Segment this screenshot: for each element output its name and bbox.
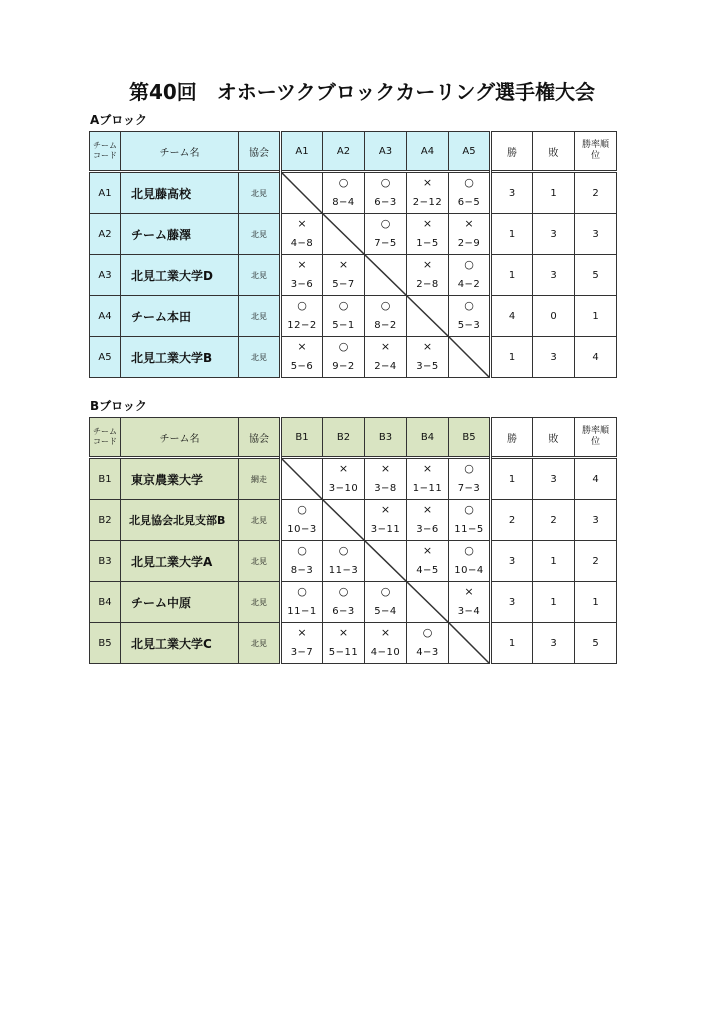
block-b-table: [89, 417, 617, 664]
match-result-cell: [407, 623, 449, 664]
self-match-cell: [281, 172, 323, 214]
losses-count: 1: [533, 582, 575, 623]
rank-value: 3: [575, 500, 617, 541]
self-match-cell: [281, 458, 323, 500]
wins-count: 3: [491, 541, 533, 582]
association: 北見: [239, 337, 281, 378]
self-match-cell: [407, 296, 449, 337]
match-result-cell: [365, 296, 407, 337]
match-result-cell: [281, 582, 323, 623]
page-title: 第40回 オホーツクブロックカーリング選手権大会: [128, 80, 596, 104]
table-row: [90, 255, 617, 296]
loss-mark: ×: [380, 340, 391, 353]
rank-value: 4: [575, 337, 617, 378]
block-a-table: [89, 131, 617, 378]
match-score: 3−8: [374, 483, 397, 494]
rank-value: 2: [575, 172, 617, 214]
team-code: A5: [90, 337, 121, 378]
win-mark: ○: [464, 462, 474, 475]
match-result-cell: [281, 541, 323, 582]
match-result-cell: [407, 458, 449, 500]
match-score: 3−11: [370, 524, 401, 535]
header-association: 協会: [239, 418, 281, 458]
match-result-cell: [281, 623, 323, 664]
header-losses: 敗: [533, 132, 575, 172]
team-name: 北見藤高校: [121, 172, 239, 214]
rank-value: 3: [575, 214, 617, 255]
header-opponent-b2: B2: [323, 418, 365, 458]
loss-mark: ×: [297, 626, 307, 639]
win-mark: ○: [380, 176, 391, 189]
team-code: A1: [90, 172, 121, 214]
loss-mark: ×: [338, 462, 349, 475]
match-score: 7−3: [457, 483, 481, 494]
header-rank: 勝率順 位: [575, 132, 617, 172]
match-score: 4−8: [290, 238, 314, 249]
self-match-cell: [449, 623, 491, 664]
losses-count: 3: [533, 458, 575, 500]
association: 北見: [239, 541, 281, 582]
loss-mark: ×: [338, 258, 349, 271]
self-match-cell: [365, 541, 407, 582]
match-score: 4−3: [416, 647, 439, 658]
table-row: [90, 172, 617, 214]
match-score: 4−5: [416, 565, 439, 576]
win-mark: ○: [464, 299, 474, 312]
match-score: 1−11: [412, 483, 443, 494]
win-mark: ○: [338, 585, 349, 598]
match-result-cell: [365, 582, 407, 623]
association: 北見: [239, 296, 281, 337]
table-row: [90, 458, 617, 500]
match-score: 5−7: [332, 279, 355, 290]
loss-mark: ×: [422, 544, 433, 557]
losses-count: 0: [533, 296, 575, 337]
losses-count: 1: [533, 541, 575, 582]
match-score: 5−1: [332, 320, 355, 331]
match-result-cell: [449, 296, 491, 337]
win-mark: ○: [297, 585, 307, 598]
match-result-cell: [323, 541, 365, 582]
match-result-cell: [323, 172, 365, 214]
match-result-cell: [449, 541, 491, 582]
win-mark: ○: [422, 626, 433, 639]
header-team-code: チーム コード: [90, 132, 121, 172]
match-result-cell: [323, 296, 365, 337]
diagonal-slash-icon: [407, 582, 448, 622]
loss-mark: ×: [297, 258, 307, 271]
match-result-cell: [407, 337, 449, 378]
rank-value: 2: [575, 541, 617, 582]
association: 北見: [239, 172, 281, 214]
header-opponent-b3: B3: [365, 418, 407, 458]
loss-mark: ×: [422, 258, 433, 271]
self-match-cell: [323, 214, 365, 255]
team-code: B4: [90, 582, 121, 623]
table-row: [90, 582, 617, 623]
team-name: チーム本田: [121, 296, 239, 337]
match-score: 6−3: [332, 606, 355, 617]
match-score: 3−7: [290, 647, 314, 658]
match-score: 2−9: [457, 238, 481, 249]
header-team-name: チーム名: [121, 132, 239, 172]
match-result-cell: [407, 541, 449, 582]
win-mark: ○: [297, 503, 307, 516]
header-wins: 勝: [491, 418, 533, 458]
wins-count: 3: [491, 582, 533, 623]
header-opponent-b1: B1: [281, 418, 323, 458]
team-code: B2: [90, 500, 121, 541]
match-result-cell: [365, 458, 407, 500]
match-result-cell: [449, 172, 491, 214]
match-result-cell: [281, 296, 323, 337]
diagonal-slash-icon: [282, 173, 322, 213]
match-result-cell: [407, 172, 449, 214]
match-score: 4−10: [370, 647, 401, 658]
self-match-cell: [407, 582, 449, 623]
header-row: [90, 132, 617, 172]
team-code: B5: [90, 623, 121, 664]
team-code: A3: [90, 255, 121, 296]
header-team-name: チーム名: [121, 418, 239, 458]
self-match-cell: [365, 255, 407, 296]
loss-mark: ×: [380, 626, 391, 639]
losses-count: 3: [533, 255, 575, 296]
match-result-cell: [281, 500, 323, 541]
diagonal-slash-icon: [365, 541, 406, 581]
match-score: 3−4: [457, 606, 481, 617]
losses-count: 3: [533, 337, 575, 378]
match-result-cell: [323, 255, 365, 296]
match-score: 5−3: [457, 320, 481, 331]
match-result-cell: [407, 255, 449, 296]
match-score: 7−5: [374, 238, 397, 249]
match-result-cell: [323, 623, 365, 664]
losses-count: 1: [533, 172, 575, 214]
match-score: 12−2: [287, 320, 317, 331]
match-result-cell: [365, 337, 407, 378]
diagonal-slash-icon: [365, 255, 406, 295]
association: 北見: [239, 623, 281, 664]
match-score: 3−10: [328, 483, 359, 494]
team-name: 北見工業大学B: [121, 337, 239, 378]
association: 網走: [239, 458, 281, 500]
match-result-cell: [449, 458, 491, 500]
win-mark: ○: [464, 258, 474, 271]
association: 北見: [239, 500, 281, 541]
loss-mark: ×: [297, 217, 307, 230]
loss-mark: ×: [422, 503, 433, 516]
loss-mark: ×: [422, 462, 433, 475]
header-wins: 勝: [491, 132, 533, 172]
table-row: [90, 623, 617, 664]
diagonal-slash-icon: [282, 459, 322, 499]
header-rank: 勝率順 位: [575, 418, 617, 458]
association: 北見: [239, 255, 281, 296]
rank-value: 5: [575, 623, 617, 664]
win-mark: ○: [464, 544, 474, 557]
losses-count: 3: [533, 214, 575, 255]
team-name: 北見協会北見支部B: [121, 500, 239, 541]
match-score: 10−3: [287, 524, 317, 535]
rank-value: 4: [575, 458, 617, 500]
team-name: 北見工業大学C: [121, 623, 239, 664]
loss-mark: ×: [464, 217, 474, 230]
header-opponent-a5: A5: [449, 132, 491, 172]
match-result-cell: [449, 255, 491, 296]
match-result-cell: [449, 582, 491, 623]
wins-count: 1: [491, 214, 533, 255]
match-score: 4−2: [457, 279, 481, 290]
losses-count: 2: [533, 500, 575, 541]
loss-mark: ×: [380, 462, 391, 475]
header-opponent-b5: B5: [449, 418, 491, 458]
header-opponent-a3: A3: [365, 132, 407, 172]
loss-mark: ×: [422, 217, 433, 230]
match-score: 3−6: [416, 524, 439, 535]
wins-count: 1: [491, 255, 533, 296]
loss-mark: ×: [338, 626, 349, 639]
table-row: [90, 214, 617, 255]
match-result-cell: [365, 500, 407, 541]
win-mark: ○: [297, 544, 307, 557]
match-score: 8−3: [290, 565, 314, 576]
wins-count: 1: [491, 623, 533, 664]
rank-value: 1: [575, 582, 617, 623]
match-result-cell: [323, 337, 365, 378]
match-score: 11−1: [287, 606, 317, 617]
win-mark: ○: [338, 544, 349, 557]
win-mark: ○: [297, 299, 307, 312]
match-result-cell: [365, 214, 407, 255]
association: 北見: [239, 214, 281, 255]
wins-count: 2: [491, 500, 533, 541]
header-opponent-a1: A1: [281, 132, 323, 172]
match-result-cell: [281, 214, 323, 255]
header-team-code: チーム コード: [90, 418, 121, 458]
header-losses: 敗: [533, 418, 575, 458]
team-code: B3: [90, 541, 121, 582]
match-result-cell: [407, 214, 449, 255]
win-mark: ○: [338, 299, 349, 312]
wins-count: 1: [491, 337, 533, 378]
team-code: B1: [90, 458, 121, 500]
loss-mark: ×: [380, 503, 391, 516]
match-score: 11−5: [454, 524, 484, 535]
match-score: 3−6: [290, 279, 314, 290]
match-score: 10−4: [454, 565, 484, 576]
wins-count: 1: [491, 458, 533, 500]
win-mark: ○: [380, 217, 391, 230]
diagonal-slash-icon: [449, 337, 489, 377]
table-row: [90, 500, 617, 541]
table-row: [90, 296, 617, 337]
diagonal-slash-icon: [407, 296, 448, 336]
wins-count: 3: [491, 172, 533, 214]
match-result-cell: [281, 337, 323, 378]
match-score: 5−6: [290, 361, 314, 372]
team-name: チーム藤澤: [121, 214, 239, 255]
match-result-cell: [449, 214, 491, 255]
match-result-cell: [365, 623, 407, 664]
block-b-label: Bブロック: [90, 399, 147, 413]
team-name: 北見工業大学A: [121, 541, 239, 582]
win-mark: ○: [338, 340, 349, 353]
diagonal-slash-icon: [323, 500, 364, 540]
match-score: 6−3: [374, 197, 397, 208]
rank-value: 5: [575, 255, 617, 296]
match-score: 2−8: [416, 279, 439, 290]
match-result-cell: [323, 458, 365, 500]
win-mark: ○: [338, 176, 349, 189]
loss-mark: ×: [422, 176, 433, 189]
team-name: チーム中原: [121, 582, 239, 623]
match-score: 8−2: [374, 320, 397, 331]
match-result-cell: [365, 172, 407, 214]
win-mark: ○: [380, 299, 391, 312]
loss-mark: ×: [297, 340, 307, 353]
self-match-cell: [449, 337, 491, 378]
team-name: 北見工業大学D: [121, 255, 239, 296]
match-score: 3−5: [416, 361, 439, 372]
losses-count: 3: [533, 623, 575, 664]
loss-mark: ×: [464, 585, 474, 598]
team-code: A2: [90, 214, 121, 255]
header-opponent-a2: A2: [323, 132, 365, 172]
win-mark: ○: [464, 503, 474, 516]
match-score: 5−4: [374, 606, 397, 617]
table-row: [90, 337, 617, 378]
match-score: 2−12: [412, 197, 443, 208]
match-score: 5−11: [328, 647, 359, 658]
match-score: 8−4: [332, 197, 355, 208]
header-opponent-b4: B4: [407, 418, 449, 458]
diagonal-slash-icon: [323, 214, 364, 254]
win-mark: ○: [464, 176, 474, 189]
win-mark: ○: [380, 585, 391, 598]
block-a-label: Aブロック: [90, 113, 148, 127]
team-code: A4: [90, 296, 121, 337]
match-score: 9−2: [332, 361, 355, 372]
match-score: 2−4: [374, 361, 397, 372]
team-name: 東京農業大学: [121, 458, 239, 500]
header-opponent-a4: A4: [407, 132, 449, 172]
rank-value: 1: [575, 296, 617, 337]
match-result-cell: [323, 582, 365, 623]
diagonal-slash-icon: [449, 623, 489, 663]
header-association: 協会: [239, 132, 281, 172]
match-result-cell: [407, 500, 449, 541]
match-score: 1−5: [416, 238, 439, 249]
header-row: [90, 418, 617, 458]
table-row: [90, 541, 617, 582]
match-result-cell: [449, 500, 491, 541]
association: 北見: [239, 582, 281, 623]
match-result-cell: [281, 255, 323, 296]
loss-mark: ×: [422, 340, 433, 353]
match-score: 11−3: [328, 565, 359, 576]
self-match-cell: [323, 500, 365, 541]
match-score: 6−5: [457, 197, 481, 208]
wins-count: 4: [491, 296, 533, 337]
